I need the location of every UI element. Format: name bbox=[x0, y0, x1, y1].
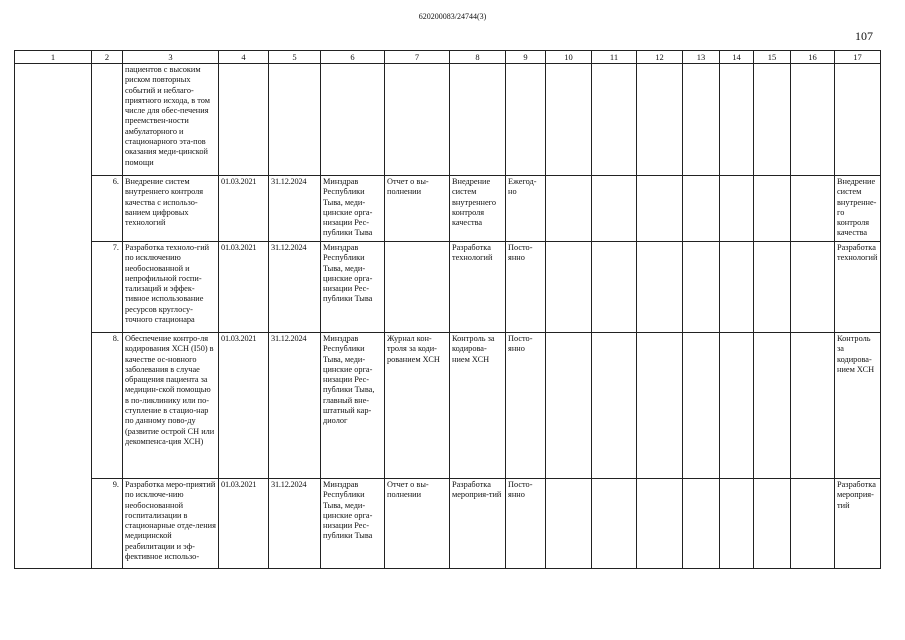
cell-col17: Разработка технологий bbox=[835, 242, 881, 333]
cell-result: Внедрение систем внутреннего контроля качества bbox=[450, 176, 506, 242]
column-header: 16 bbox=[791, 51, 835, 64]
table-row bbox=[15, 242, 881, 333]
cell-frequency: Посто-янно bbox=[506, 333, 546, 479]
column-header: 11 bbox=[592, 51, 637, 64]
cell-action: Обеспечение контро-ля кодирования ХСН (I50) в качестве ос-новного заболевания в случае обращения пациента за медицин-ской помощью в по-ликлинику или по-ступление в стацио-нар по данному пово-ду (развитие острой СН или декомпенса-ция ХСН) bbox=[123, 333, 219, 479]
cell-empty bbox=[546, 242, 592, 333]
cell-start-date: 01.03.2021 bbox=[219, 176, 269, 242]
cell-num: 8. bbox=[92, 333, 123, 479]
column-header: 4 bbox=[219, 51, 269, 64]
cell-empty bbox=[592, 479, 637, 569]
cell-empty bbox=[791, 333, 835, 479]
cell-col17: Внедрение систем внутренне-го контроля качества bbox=[835, 176, 881, 242]
cell-empty bbox=[720, 479, 754, 569]
cell-empty bbox=[754, 176, 791, 242]
column-header: 13 bbox=[683, 51, 720, 64]
cell-report bbox=[385, 242, 450, 333]
column-header: 2 bbox=[92, 51, 123, 64]
cell-result: Разработка технологий bbox=[450, 242, 506, 333]
cell-empty bbox=[269, 64, 321, 176]
column-header: 14 bbox=[720, 51, 754, 64]
cell-responsible: Минздрав Республики Тыва, меди-цинские орга-низации Рес-публики Тыва, главный вне-штатный кар-диолог bbox=[321, 333, 385, 479]
cell-empty bbox=[683, 333, 720, 479]
cell-empty bbox=[754, 242, 791, 333]
cell-frequency: Посто-янно bbox=[506, 242, 546, 333]
cell-col17: Разработка мероприя-тий bbox=[835, 479, 881, 569]
cell-empty bbox=[592, 242, 637, 333]
cell-end-date: 31.12.2024 bbox=[269, 333, 321, 479]
cell-responsible: Минздрав Республики Тыва, меди-цинские орга-низации Рес-публики Тыва bbox=[321, 242, 385, 333]
cell-empty bbox=[506, 64, 546, 176]
column-header: 12 bbox=[637, 51, 683, 64]
cell-empty bbox=[637, 242, 683, 333]
cell-empty bbox=[791, 479, 835, 569]
cell-empty bbox=[720, 333, 754, 479]
cell-num bbox=[92, 64, 123, 176]
cell-empty bbox=[683, 242, 720, 333]
cell-frequency: Посто-янно bbox=[506, 479, 546, 569]
cell-empty bbox=[385, 64, 450, 176]
column-header: 15 bbox=[754, 51, 791, 64]
cell-action: Внедрение систем внутреннего контроля качества с использо-ванием цифровых технологий bbox=[123, 176, 219, 242]
cell-empty bbox=[546, 333, 592, 479]
cell-col17: Контроль за кодирова-нием ХСН bbox=[835, 333, 881, 479]
cell-end-date: 31.12.2024 bbox=[269, 479, 321, 569]
table-row bbox=[15, 333, 881, 479]
cell-col1 bbox=[15, 64, 92, 569]
cell-report: Отчет о вы-полнении bbox=[385, 176, 450, 242]
cell-empty bbox=[720, 64, 754, 176]
cell-empty bbox=[637, 64, 683, 176]
document-id: 620200083/24744(3) bbox=[418, 12, 487, 21]
cell-start-date: 01.03.2021 bbox=[219, 333, 269, 479]
column-number-row bbox=[15, 51, 881, 64]
cell-end-date: 31.12.2024 bbox=[269, 242, 321, 333]
cell-responsible: Минздрав Республики Тыва, меди-цинские орга-низации Рес-публики Тыва bbox=[321, 176, 385, 242]
column-header: 8 bbox=[450, 51, 506, 64]
cell-frequency: Ежегод-но bbox=[506, 176, 546, 242]
column-header: 17 bbox=[835, 51, 881, 64]
plan-table bbox=[14, 50, 881, 569]
cell-empty bbox=[754, 64, 791, 176]
column-header: 3 bbox=[123, 51, 219, 64]
cell-action: Разработка техноло-гий по исключению необоснованной и непрофильной госпи-тализаций и эффек-тивное использование ресурсов круглосу-точного стационара bbox=[123, 242, 219, 333]
cell-empty bbox=[720, 176, 754, 242]
cell-empty bbox=[683, 479, 720, 569]
cell-report: Отчет о вы-полнении bbox=[385, 479, 450, 569]
cell-empty bbox=[219, 64, 269, 176]
cell-empty bbox=[791, 242, 835, 333]
cell-empty bbox=[683, 176, 720, 242]
cell-empty bbox=[592, 64, 637, 176]
cell-result: Разработка мероприя-тий bbox=[450, 479, 506, 569]
cell-result: Контроль за кодирова-нием ХСН bbox=[450, 333, 506, 479]
cell-empty bbox=[637, 176, 683, 242]
cell-num: 6. bbox=[92, 176, 123, 242]
cell-empty bbox=[546, 64, 592, 176]
cell-empty bbox=[637, 479, 683, 569]
cell-empty bbox=[592, 176, 637, 242]
cell-empty bbox=[546, 479, 592, 569]
cell-empty bbox=[321, 64, 385, 176]
cell-responsible: Минздрав Республики Тыва, меди-цинские орга-низации Рес-публики Тыва bbox=[321, 479, 385, 569]
column-header: 7 bbox=[385, 51, 450, 64]
cell-empty bbox=[637, 333, 683, 479]
cell-num: 9. bbox=[92, 479, 123, 569]
cell-empty bbox=[791, 64, 835, 176]
column-header: 10 bbox=[546, 51, 592, 64]
cell-start-date: 01.03.2021 bbox=[219, 479, 269, 569]
cell-empty bbox=[720, 242, 754, 333]
cell-empty bbox=[546, 176, 592, 242]
cell-empty bbox=[754, 479, 791, 569]
cell-empty bbox=[754, 333, 791, 479]
cell-action: пациентов с высоким риском повторных событий и неблаго-приятного исхода, в том числе для обес-печения преемствен-ности амбулаторного и стационарного эта-пов оказания меди-цинской помощи bbox=[123, 64, 219, 176]
cell-empty bbox=[592, 333, 637, 479]
table-row bbox=[15, 176, 881, 242]
cell-empty bbox=[450, 64, 506, 176]
cell-empty bbox=[791, 176, 835, 242]
column-header: 9 bbox=[506, 51, 546, 64]
column-header: 6 bbox=[321, 51, 385, 64]
page-number: 107 bbox=[855, 29, 873, 43]
cell-empty bbox=[683, 64, 720, 176]
cell-end-date: 31.12.2024 bbox=[269, 176, 321, 242]
table-row bbox=[15, 479, 881, 569]
table-row-continuation bbox=[15, 64, 881, 176]
cell-num: 7. bbox=[92, 242, 123, 333]
column-header: 5 bbox=[269, 51, 321, 64]
column-header: 1 bbox=[15, 51, 92, 64]
cell-report: Журнал кон-троля за коди-рованием ХСН bbox=[385, 333, 450, 479]
cell-action: Разработка меро-приятий по исключе-нию необоснованной госпитализации в стационарные отде-ления медицинской реабилитации и эф-фективное использо- bbox=[123, 479, 219, 569]
cell-start-date: 01.03.2021 bbox=[219, 242, 269, 333]
cell-empty bbox=[835, 64, 881, 176]
